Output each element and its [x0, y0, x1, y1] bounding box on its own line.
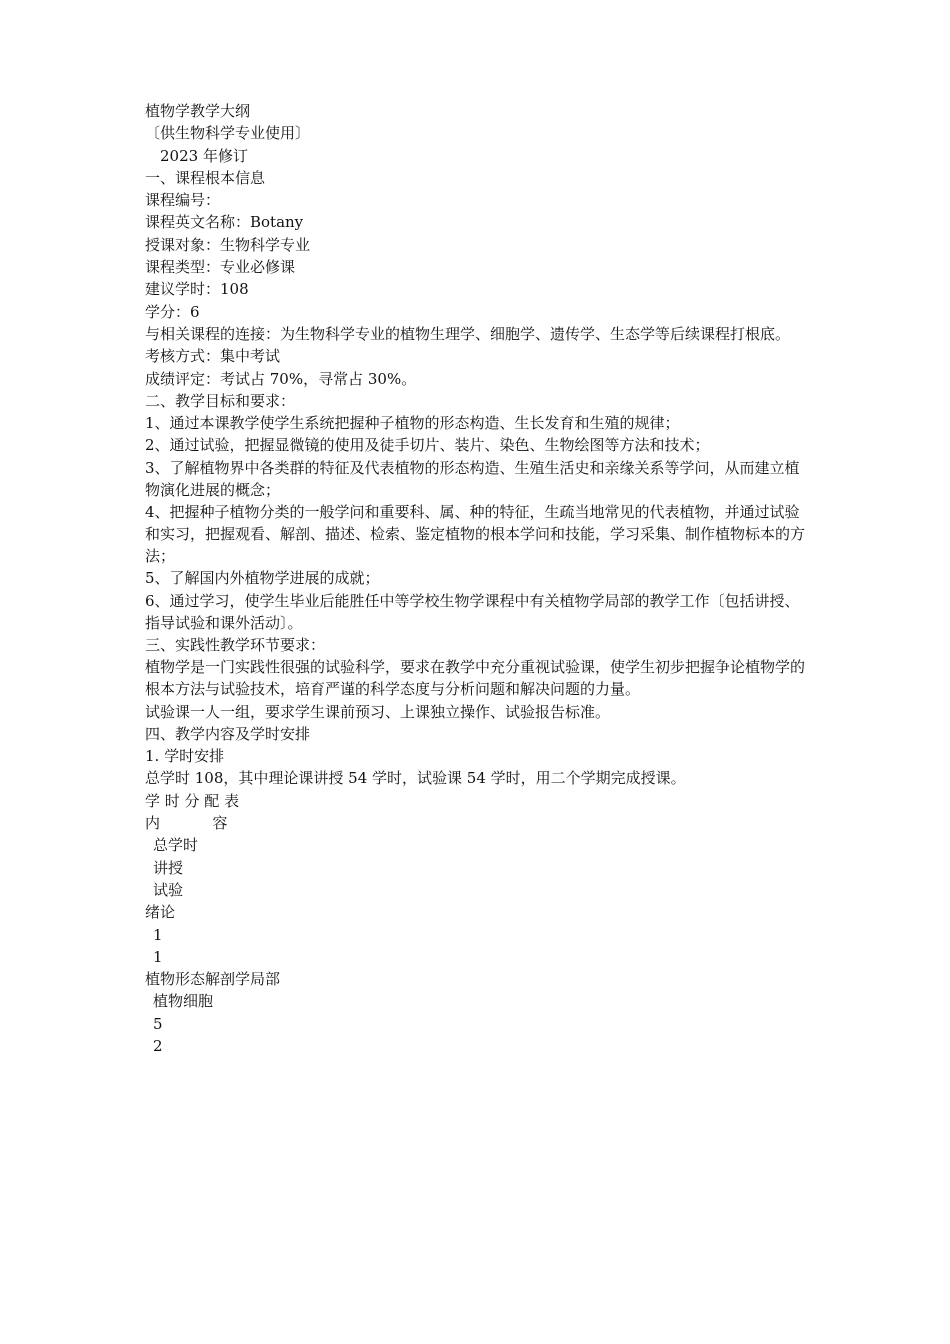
table-row-cell: 植物细胞 — [153, 992, 214, 1011]
table-col-lecture: 讲授 — [153, 858, 184, 877]
table-row-intro: 绪论 — [145, 903, 176, 922]
table-title: 学 时 分 配 表 — [145, 791, 240, 810]
table-cell: 1 — [153, 925, 163, 944]
doc-revision: 2023 年修订 — [160, 146, 248, 165]
course-type: 课程类型：专业必修课 — [145, 258, 296, 277]
course-grading: 成绩评定：考试占 70%，寻常占 30%。 — [145, 369, 417, 388]
table-cell: 5 — [153, 1014, 163, 1033]
section3-heading: 三、实践性教学环节要求： — [145, 635, 326, 654]
table-col-lab: 试验 — [153, 880, 184, 899]
section1-heading: 一、课程根本信息 — [145, 168, 266, 187]
course-relation: 与相关课程的连接：为生物科学专业的植物生理学、细胞学、遗传学、生态学等后续课程打根底。 — [145, 324, 791, 343]
course-audience: 授课对象：生物科学专业 — [145, 235, 311, 254]
table-col-total: 总学时 — [153, 836, 199, 855]
section4-heading: 四、教学内容及学时安排 — [145, 724, 311, 743]
table-col-content: 内 容 — [145, 814, 228, 833]
objective-item: 5、了解国内外植物学进展的成就； — [145, 569, 380, 588]
section2-heading: 二、教学目标和要求： — [145, 391, 296, 410]
table-cell: 2 — [153, 1036, 163, 1055]
practice-paragraph: 试验课一人一组，要求学生课前预习、上课独立操作、试验报告标准。 — [145, 702, 611, 721]
objective-item: 2、通过试验，把握显微镜的使用及徒手切片、装片、染色、生物绘图等方法和技术； — [145, 436, 710, 455]
hours-subheading: 1. 学时安排 — [145, 747, 225, 766]
course-english-name: 课程英文名称：Botany — [145, 213, 304, 232]
doc-subtitle: 〔供生物科学专业使用〕 — [145, 124, 311, 143]
practice-paragraph: 植物学是一门实践性很强的试验科学，要求在教学中充分重视试验课，使学生初步把握争论植物学的根本方法与试验技术，培育严谨的科学态度与分析问题和解决问题的力量。 — [145, 658, 806, 699]
hours-summary: 总学时 108，其中理论课讲授 54 学时，试验课 54 学时，用二个学期完成授课。 — [145, 769, 686, 788]
table-row-morph: 植物形态解剖学局部 — [145, 970, 281, 989]
objective-item: 4、把握种子植物分类的一般学问和重要科、属、种的特征，生疏当地常见的代表植物，并通过试验和实习，把握观看、解剖、描述、检索、鉴定植物的根本学问和技能，学习采集、制作植物标本的方法； — [145, 503, 806, 566]
course-code: 课程编号： — [145, 191, 221, 210]
course-credits: 学分：6 — [145, 302, 200, 321]
course-hours: 建议学时：108 — [145, 280, 249, 299]
table-cell: 1 — [153, 947, 163, 966]
objective-item: 3、了解植物界中各类群的特征及代表植物的形态构造、生殖生活史和亲缘关系等学问，从而建立植物演化进展的概念； — [145, 458, 800, 499]
course-assessment: 考核方式：集中考试 — [145, 347, 281, 366]
objective-item: 6、通过学习，使学生毕业后能胜任中等学校生物学课程中有关植物学局部的教学工作〔包括讲授、指导试验和课外活动〕。 — [145, 591, 800, 632]
document-page — [145, 100, 805, 1057]
objective-item: 1、通过本课教学使学生系统把握种子植物的形态构造、生长发育和生殖的规律； — [145, 414, 680, 433]
doc-title: 植物学教学大纲 — [145, 102, 251, 120]
